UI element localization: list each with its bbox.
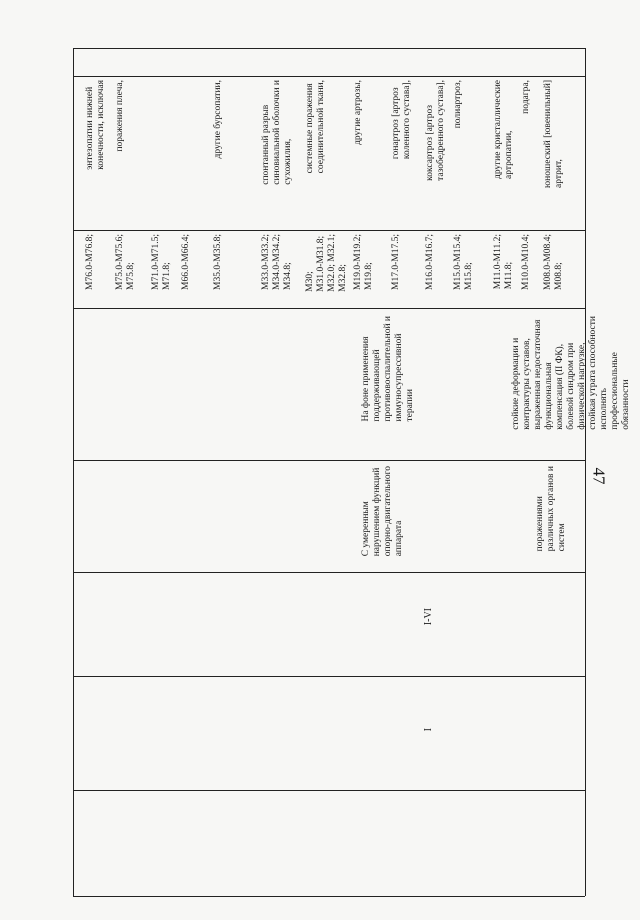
code-line: М35.0-М35.8; [213, 234, 223, 290]
col5-value: I-VI [423, 608, 434, 626]
criteria-block-1 [511, 316, 632, 430]
code-cell [353, 234, 375, 290]
text-line: На фоне применения [361, 336, 371, 422]
text-line: аппарата [394, 520, 404, 557]
code-line: М32.0; М32.1; [327, 234, 337, 292]
code-cell [261, 234, 294, 290]
code-cell [115, 234, 137, 290]
diagnosis-cell [305, 80, 327, 173]
text-line: поражениями [535, 496, 545, 552]
diagnosis-line: коленного сустава], [402, 80, 412, 160]
code-line: М15.8; [464, 262, 474, 290]
table-border-right [585, 48, 586, 896]
text-line: противовоспалительной и [383, 316, 393, 422]
col-divider-4 [73, 572, 585, 573]
code-line: М76.0-М76.8; [85, 234, 95, 290]
code-line: М75.8; [126, 262, 136, 290]
text-line: функциональная [544, 362, 554, 430]
code-line: М08.8; [554, 262, 564, 290]
col-divider-5 [73, 676, 585, 677]
diagnosis-line: коксартроз [артроз [425, 105, 435, 181]
diagnosis-line: поражения плеча, [115, 80, 125, 152]
code-cell [391, 234, 402, 290]
code-line: М19.0-М19.2; [353, 234, 363, 290]
diagnosis-cell [425, 80, 447, 181]
diagnosis-line: полиартроз, [453, 80, 463, 129]
diagnosis-cell [521, 80, 532, 114]
code-line: М08.0-М08.4; [543, 234, 553, 290]
diagnosis-line: артропатии, [504, 130, 514, 179]
diagnosis-line: системные поражения [305, 83, 315, 174]
diagnosis-cell [453, 80, 464, 128]
diagnosis-cell [213, 80, 224, 158]
criteria-block-2 [361, 316, 416, 422]
text-line: выраженная недостаточная [533, 319, 543, 430]
code-line: М11.8; [504, 261, 514, 290]
text-line: физической нагрузке, [577, 342, 587, 430]
diagnosis-line: артрит, [554, 159, 564, 188]
page-number: 47 [589, 467, 609, 485]
text-line: С умеренным [361, 501, 371, 557]
col-divider-2 [73, 308, 585, 309]
text-line: различных органов и [546, 466, 556, 552]
code-line: М71.0-М71.5; [151, 234, 161, 290]
col-divider-3 [73, 460, 585, 461]
code-line: М66.0-М66.4; [181, 234, 191, 290]
diagnosis-cell [115, 80, 126, 152]
diagnosis-cell [493, 80, 515, 179]
col4-block-1 [535, 466, 568, 551]
code-line: М31.0-М31.8; [316, 235, 326, 292]
text-line: контрактуры суставов, [522, 338, 532, 430]
text-line: болевой синдром при [566, 342, 576, 430]
diagnosis-line: спонтанный разрыв [261, 104, 271, 185]
code-cell [493, 234, 515, 289]
code-line: М32.8; [338, 264, 348, 292]
text-line: опорно-двигательного [383, 466, 393, 557]
code-cell [453, 234, 475, 290]
diagnosis-line: конечности, исключая [96, 80, 106, 170]
code-line: М34.8; [283, 262, 293, 290]
code-line: М15.0-М15.4; [453, 234, 463, 290]
code-cell [181, 234, 192, 290]
col6-value: I [423, 728, 434, 732]
diagnosis-line: энтезопатии нижней [85, 86, 95, 170]
text-line: компенсация (II ФК), [555, 343, 565, 430]
diagnosis-line: гонартроз [артроз [391, 87, 401, 160]
diagnosis-line: сухожилия, [283, 138, 293, 185]
code-line: М34.0-М34.2; [272, 234, 282, 290]
text-line: стойкая утрата способности [588, 316, 598, 430]
text-line: обязанности [621, 379, 631, 430]
code-line: М10.0-М10.4; [521, 234, 531, 290]
table-border-top [73, 48, 585, 49]
code-line: М75.0-М75.6; [115, 234, 125, 290]
code-line: М33.0-М33.2; [261, 234, 271, 290]
col-divider-6 [73, 790, 585, 791]
text-line: профессиональные [610, 352, 620, 430]
diagnosis-line: подагра, [521, 80, 531, 114]
diagnosis-cell [85, 80, 107, 170]
diagnosis-line: синовиальной оболочки и [272, 80, 282, 185]
text-line: стойкие деформации и [511, 337, 521, 430]
text-line: терапии [405, 389, 415, 422]
text-line: поддерживающей [372, 349, 382, 422]
col4-block-2 [361, 466, 405, 556]
table-border-left [73, 48, 74, 896]
code-cell [151, 234, 173, 290]
text-line: исполнять [599, 388, 609, 430]
code-line: М11.0-М11.2; [493, 234, 503, 290]
code-line: М16.0-М16.7; [425, 234, 435, 290]
code-line: М17.0-М17.5; [391, 234, 401, 290]
diagnosis-line: другие артрозы, [353, 80, 363, 145]
table-header-row [73, 48, 585, 76]
diagnosis-line: тазобедренного сустава], [436, 80, 446, 181]
text-line: нарушением функций [372, 467, 382, 557]
code-cell [521, 234, 532, 290]
diagnosis-cell [543, 80, 565, 188]
code-line: М19.8; [364, 262, 374, 290]
code-line: М30; [305, 271, 315, 292]
text-line: иммуносупрессивной [394, 333, 404, 422]
diagnosis-cell [261, 80, 294, 185]
table-border-bottom [73, 896, 585, 897]
diagnosis-cell [391, 80, 413, 159]
col-divider-1 [73, 230, 585, 231]
code-cell [305, 234, 349, 292]
text-line: систем [557, 523, 567, 552]
code-cell [425, 234, 436, 290]
diagnosis-line: юношеский [ювенильный] [543, 80, 553, 188]
code-cell [543, 234, 565, 290]
code-cell [213, 234, 224, 290]
diagnosis-line: соединительной ткани, [316, 80, 326, 174]
diagnosis-line: другие бурсопатии, [213, 80, 223, 159]
diagnosis-cell [353, 80, 364, 145]
header-divider [73, 76, 585, 77]
diagnosis-line: другие кристаллические [493, 80, 503, 179]
code-line: М71.8; [162, 262, 172, 290]
code-cell [85, 234, 96, 290]
